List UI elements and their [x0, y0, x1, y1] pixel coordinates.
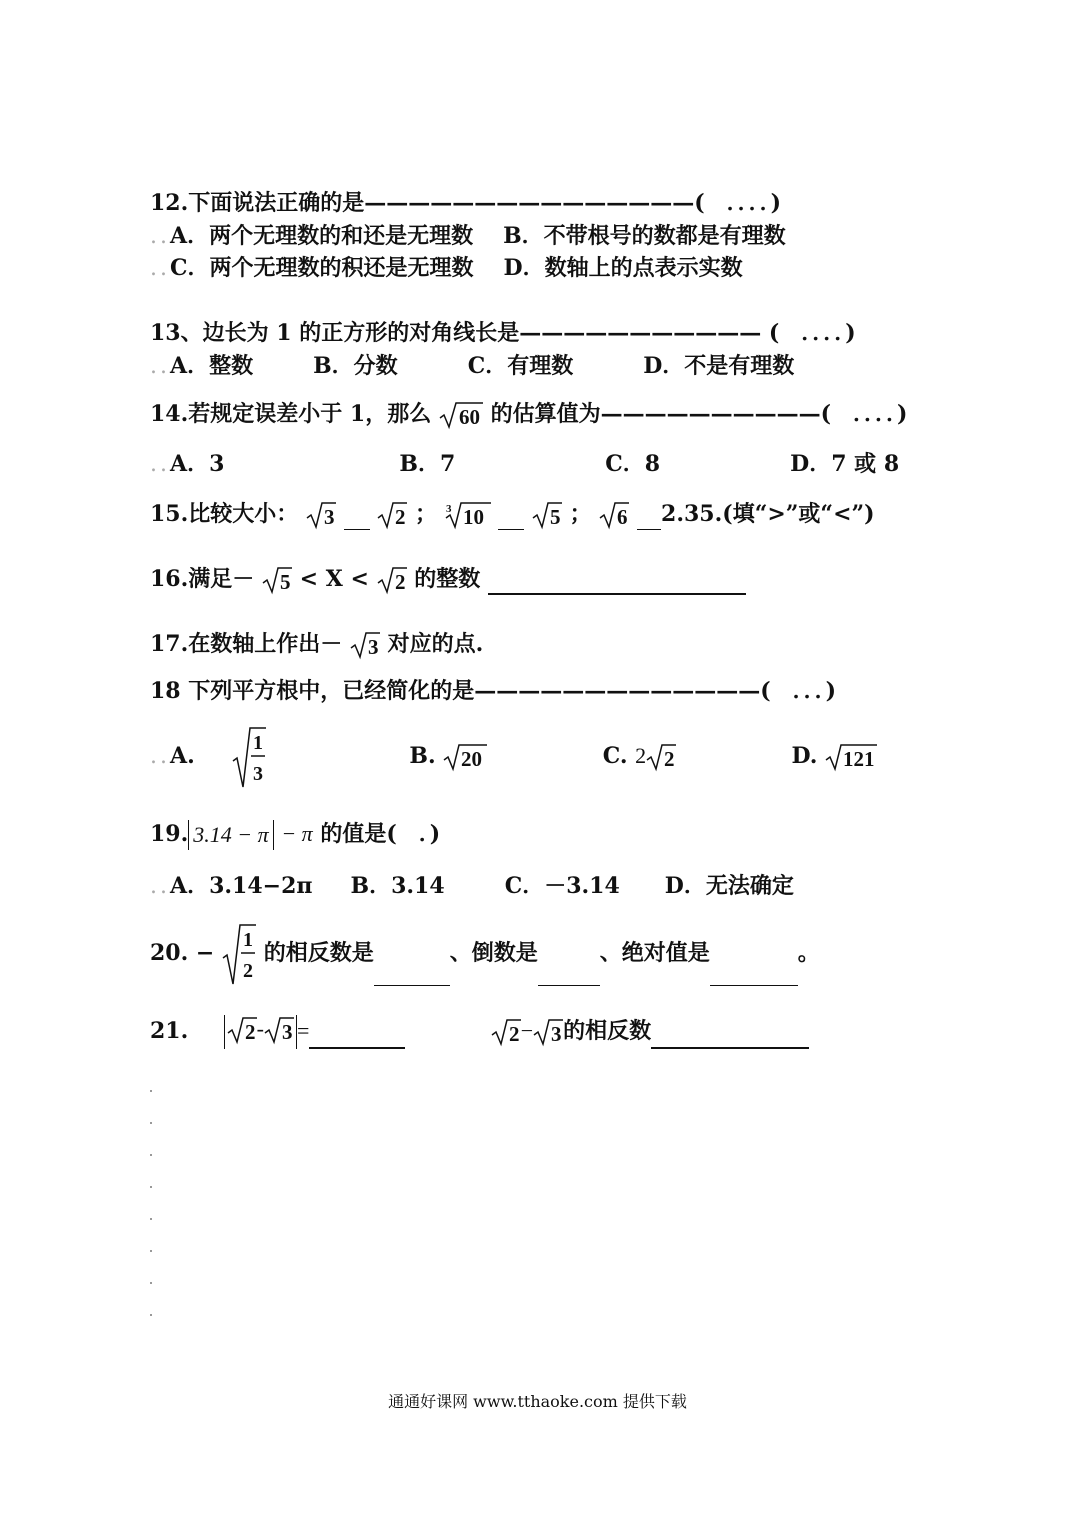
question-17 [150, 630, 483, 660]
q18-option-b: B. [409, 743, 436, 769]
radical-sign-icon [599, 500, 629, 530]
q18-option-d: D. [791, 743, 818, 769]
margin-mark [150, 1122, 152, 1124]
q19-option-d: D．无法确定 [664, 873, 794, 899]
cube-root-icon [445, 500, 491, 530]
question-13 [150, 322, 856, 344]
q20-p2: 、倒数是 [449, 940, 538, 966]
q21-abs-expression [224, 1015, 297, 1049]
q14-options-row: ..A．3 B．7 C．8 D．7 或 8 [150, 451, 900, 477]
q20-den: 2 [243, 960, 254, 982]
q13-options-row: ..A．整数 B．分数 C．有理数 D．不是有理数 [150, 353, 795, 379]
q20-blank-reciprocal[interactable] [538, 967, 600, 986]
q14-option-a: A．3 [170, 451, 225, 477]
q14-post: 的估算值为——————————( ．．．．) [490, 401, 908, 427]
q15-r5: 6 [617, 505, 628, 529]
q18-c-rad: 2 [664, 747, 675, 771]
sqrt-60 [439, 400, 483, 430]
q17-post: 对应的点. [387, 631, 484, 657]
question-19 [150, 820, 440, 850]
radical-sign-icon [264, 1015, 294, 1045]
question-16 [150, 565, 746, 595]
q12-option-a: A．两个无理数的和还是无理数 [170, 223, 474, 249]
radical-sign-icon [377, 565, 407, 595]
q19-option-c: C．－3.14 [504, 873, 620, 899]
q14-option-b: B．7 [399, 451, 456, 477]
q21-blank-2[interactable] [651, 1027, 809, 1049]
q12-option-d: D．数轴上的点表示实数 [503, 255, 743, 281]
q18-option-a: A. [170, 743, 195, 769]
q20-pre: 20. − [150, 940, 215, 966]
q20-end: 。 [797, 940, 820, 966]
q18-b-rad: 20 [461, 747, 483, 771]
q21-minus-2: − [520, 1018, 534, 1043]
q17-pre: 17.在数轴上作出－ [150, 631, 343, 657]
q19-option-a: A．3.14−2π [170, 873, 313, 899]
radical-sign-icon [262, 565, 292, 595]
q15-blank-1[interactable] [344, 511, 370, 530]
q21-r4: 3 [551, 1022, 562, 1046]
q18-a-den: 3 [253, 763, 264, 785]
q16-answer-blank[interactable] [488, 573, 746, 595]
q15-val: 2.35 [661, 501, 715, 527]
q19-tail: − π [281, 821, 313, 846]
q20-blank-opposite[interactable] [374, 967, 450, 986]
q15-blank-2[interactable] [498, 511, 524, 530]
q18-option-c: C. [602, 743, 628, 769]
radical-sign-icon [443, 742, 487, 772]
q16-r1: 5 [279, 570, 291, 594]
q18-c-coef: 2 [635, 743, 647, 768]
margin-mark [150, 1154, 152, 1156]
q15-r2: 2 [395, 505, 406, 529]
margin-mark [150, 1186, 152, 1188]
radical-sign-icon [306, 500, 336, 530]
q20-blank-absolute[interactable] [710, 967, 798, 986]
q20-p3: 、绝对值是 [599, 940, 710, 966]
question-15: 15.比较大小： 3 2 ； 3 10 5 ； 6 2.35.(填“>”或“<”) [150, 501, 875, 529]
q21-post: 的相反数 [563, 1018, 652, 1044]
q16-post: 的整数 [414, 566, 481, 592]
q19-abs-expr: 3.14 − π [188, 820, 273, 850]
q12-option-c: C．两个无理数的积还是无理数 [170, 255, 474, 281]
q15-cube-index: 3 [445, 503, 452, 515]
q20-num: 1 [243, 929, 254, 951]
q21-r3: 2 [508, 1022, 520, 1046]
q21-r2: 3 [281, 1020, 293, 1044]
q18-options-row: ..A. 1 3 B. 20 C. 2 2 D. 121 [150, 725, 877, 789]
q19-option-b: B．3.14 [350, 873, 445, 899]
q15-post: .(填“>”或“<”) [714, 501, 875, 527]
radical-sign-icon [532, 500, 562, 530]
q19-post: 的值是( ．) [320, 821, 441, 847]
q21-blank-1[interactable] [309, 1027, 405, 1049]
q16-r2: 2 [394, 570, 406, 594]
q21-num: 21. [150, 1018, 189, 1044]
margin-mark [150, 1090, 152, 1092]
q20-p1: 的相反数是 [263, 940, 374, 966]
q21-eq: = [296, 1018, 310, 1043]
q13-option-b: B．分数 [313, 353, 398, 379]
q19-num: 19. [150, 821, 189, 847]
q14-option-c: C．8 [605, 451, 661, 477]
radical-sign-icon [227, 1015, 257, 1045]
q21-r1: 2 [244, 1020, 256, 1044]
q13-option-a: A．整数 [170, 353, 254, 379]
question-21 [150, 1015, 809, 1049]
q12-options-row-1: ..A．两个无理数的和还是无理数 B．不带根号的数都是有理数 [150, 223, 786, 249]
radical-fraction-icon [232, 725, 266, 789]
q18-d-rad: 121 [843, 747, 875, 771]
radical-sign-icon [350, 630, 380, 660]
q18-a-num: 1 [253, 732, 264, 754]
q15-pre: 15.比较大小： [150, 501, 299, 527]
q12-options-row-2: ..C．两个无理数的积还是无理数 D．数轴上的点表示实数 [150, 255, 743, 281]
question-18 [150, 680, 836, 702]
q16-pre: 16.满足－ [150, 566, 255, 592]
q17-r1: 3 [367, 635, 379, 659]
radical-sign-icon [491, 1017, 521, 1047]
q13-stem: 13、边长为 1 的正方形的对角线长是——————————— ( ．．．．) [150, 320, 856, 346]
radical-sign-icon [533, 1017, 563, 1047]
margin-mark [150, 1218, 152, 1220]
q15-r1: 3 [323, 505, 335, 529]
q16-mid: < X < [299, 566, 369, 592]
q12-option-b: B．不带根号的数都是有理数 [503, 223, 786, 249]
q19-options-row: ..A．3.14−2π B．3.14 C．－3.14 D．无法确定 [150, 873, 794, 899]
margin-mark [150, 1250, 152, 1252]
margin-mark [150, 1314, 152, 1316]
radical-fraction-icon [222, 922, 256, 986]
q18-stem: 18 下列平方根中，已经简化的是—————————————( ．．．) [150, 678, 837, 704]
radical-sign-icon [646, 742, 676, 772]
radical-sign-icon [439, 400, 483, 430]
q14-radicand: 60 [458, 405, 480, 429]
q13-option-d: D．不是有理数 [643, 353, 795, 379]
q13-option-c: C．有理数 [467, 353, 574, 379]
question-12 [150, 192, 781, 214]
q14-pre: 14.若规定误差小于 1，那么 [150, 401, 432, 427]
q21-minus: - [256, 1016, 264, 1041]
radical-sign-icon [825, 742, 877, 772]
question-20 [150, 922, 820, 986]
question-14 [150, 400, 907, 430]
margin-mark [150, 1282, 152, 1284]
q15-r4: 5 [550, 505, 561, 529]
q15-r3: 10 [462, 505, 484, 529]
q15-blank-3[interactable] [637, 511, 661, 530]
q12-stem: 12.下面说法正确的是———————————————( ．．．．) [150, 190, 782, 216]
footer-credit: 通通好课网 www.tthaoke.com 提供下载 [388, 1392, 687, 1411]
q14-option-d: D．7 或 8 [790, 451, 900, 477]
radical-sign-icon [377, 500, 407, 530]
